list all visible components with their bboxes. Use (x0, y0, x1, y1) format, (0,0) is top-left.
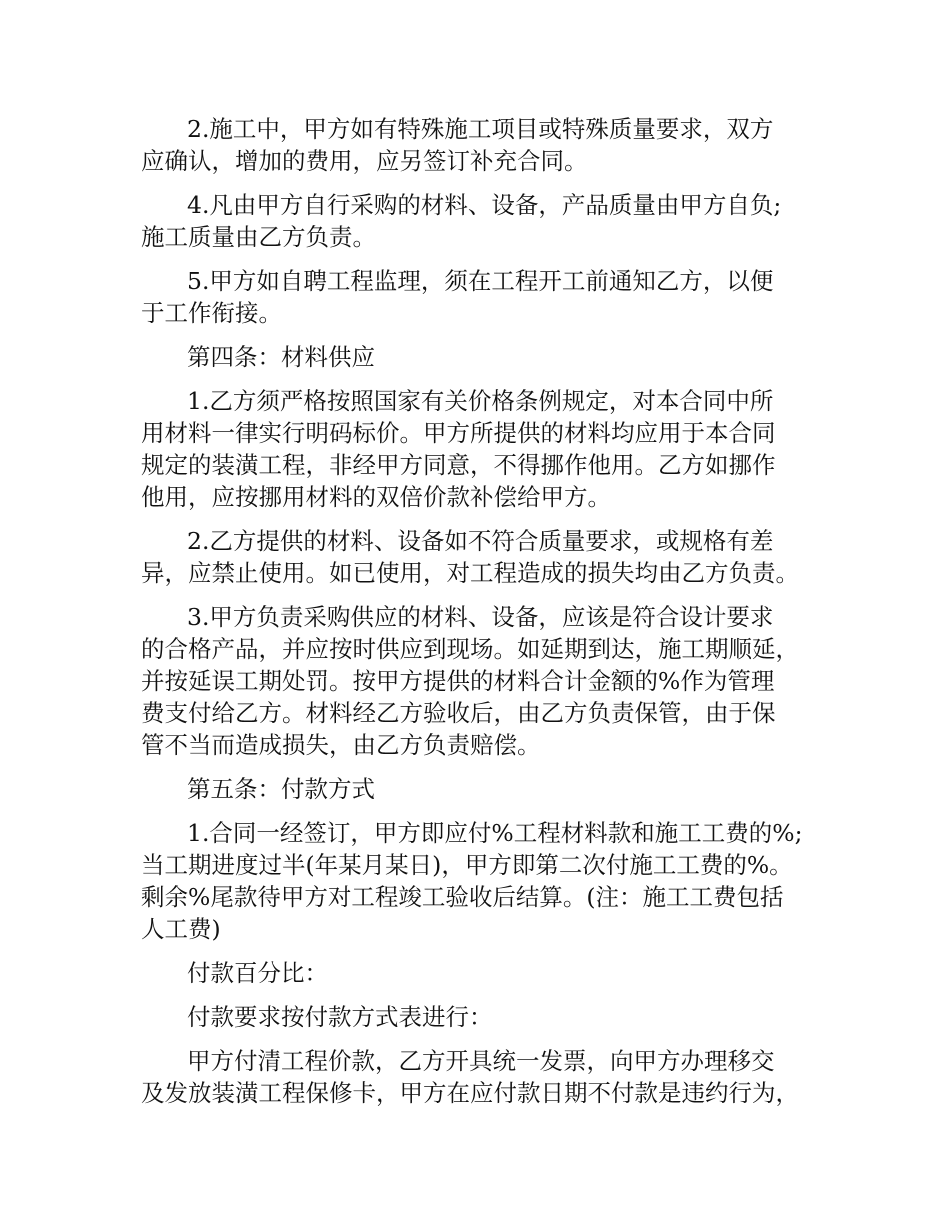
clause-paragraph (141, 265, 831, 329)
clause-paragraph (141, 1045, 831, 1109)
text-line: 用材料一律实行明码标价。甲方所提供的材料均应用于本合同 (141, 419, 776, 447)
clause-paragraph (141, 601, 831, 761)
text-line: 管不当而造成损失，由乙方负责赔偿。 (141, 731, 541, 759)
text-line: 异，应禁止使用。如已使用，对工程造成的损失均由乙方负责。 (141, 559, 799, 587)
text-line: 于工作衔接。 (141, 299, 282, 327)
clause-paragraph (141, 817, 831, 945)
text-line: 的合格产品，并应按时供应到现场。如延期到达，施工期顺延， (141, 635, 799, 663)
text-line: 他用，应按挪用材料的双倍价款补偿给甲方。 (141, 483, 611, 511)
section-label: 付款百分比： (187, 959, 328, 987)
text-line: 剩余%尾款待甲方对工程竣工验收后结算。(注：施工工费包括 (141, 883, 784, 911)
text-line: 费支付给乙方。材料经乙方验收后，由乙方负责保管，由于保 (141, 699, 776, 727)
clause-paragraph (141, 189, 831, 253)
article-heading: 第五条：付款方式 (187, 775, 375, 803)
text-line: 当工期进度过半(年某月某日)，甲方即第二次付施工工费的%。 (141, 851, 793, 879)
clause-paragraph (141, 385, 831, 513)
clause-paragraph (141, 525, 831, 589)
text-line: 4.凡由甲方自行采购的材料、设备，产品质量由甲方自负; (187, 191, 782, 219)
document-page (141, 113, 831, 1121)
text-line: 施工质量由乙方负责。 (141, 223, 376, 251)
text-line: 人工费) (141, 915, 221, 943)
text-line: 1.乙方须严格按照国家有关价格条例规定，对本合同中所 (187, 387, 774, 415)
text-line: 2.乙方提供的材料、设备如不符合质量要求，或规格有差 (187, 527, 774, 555)
article-heading: 第四条：材料供应 (187, 343, 375, 371)
text-line: 应确认，增加的费用，应另签订补充合同。 (141, 147, 588, 175)
clause-paragraph (141, 113, 831, 177)
text-line: 甲方付清工程价款，乙方开具统一发票，向甲方办理移交 (187, 1047, 775, 1075)
text-line: 5.甲方如自聘工程监理，须在工程开工前通知乙方，以便 (187, 267, 774, 295)
text-line: 1.合同一经签订，甲方即应付%工程材料款和施工工费的%; (187, 819, 803, 847)
text-line: 规定的装潢工程，非经甲方同意，不得挪作他用。乙方如挪作 (141, 451, 776, 479)
text-line: 并按延误工期处罚。按甲方提供的材料合计金额的%作为管理 (141, 667, 775, 695)
text-line: 3.甲方负责采购供应的材料、设备，应该是符合设计要求 (187, 603, 774, 631)
text-line: 2.施工中，甲方如有特殊施工项目或特殊质量要求，双方 (187, 115, 774, 143)
section-label: 付款要求按付款方式表进行： (187, 1003, 493, 1031)
text-line: 及发放装潢工程保修卡，甲方在应付款日期不付款是违约行为， (141, 1079, 799, 1107)
